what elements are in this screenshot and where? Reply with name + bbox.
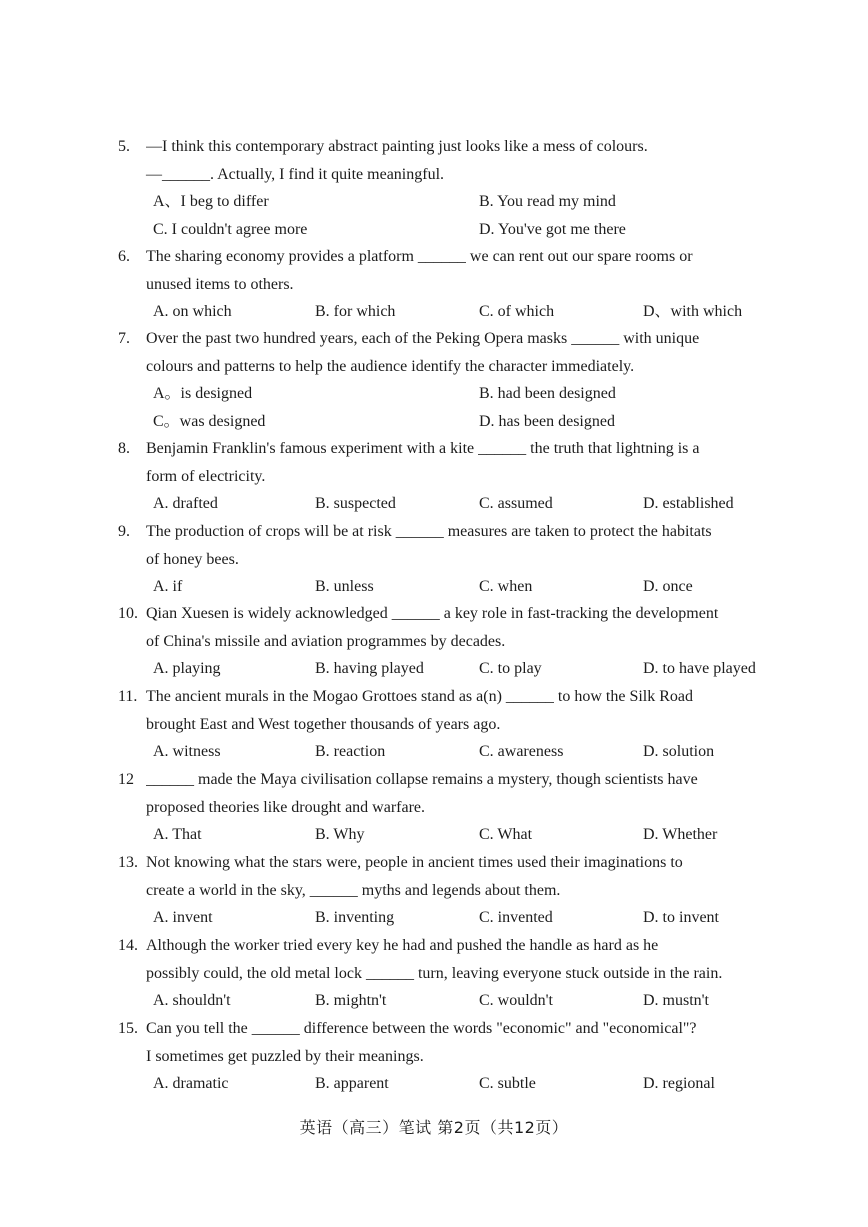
options-row	[118, 738, 798, 766]
question-text: Not knowing what the stars were, people in ancient times used their imaginations to	[146, 854, 683, 871]
answer-option: B. mightn't	[315, 992, 387, 1010]
question-stem	[118, 243, 798, 271]
options-row	[118, 987, 798, 1015]
answer-option: D. mustn't	[643, 992, 709, 1010]
question-text: unused items to others.	[146, 275, 294, 293]
question-number: 15.	[118, 1020, 138, 1037]
question-text: possibly could, the old metal lock ______ turn, leaving everyone stuck outside in the rain.	[146, 964, 723, 982]
question-number: 12	[118, 771, 134, 788]
question-stem	[118, 1015, 798, 1043]
options-row	[118, 380, 798, 408]
options-row	[118, 490, 798, 518]
options-row	[118, 1070, 798, 1098]
answer-option: A. witness	[153, 743, 221, 761]
answer-option: C. I couldn't agree more	[153, 220, 308, 238]
question-number: 5.	[118, 138, 130, 155]
answer-option: A、I beg to differ	[153, 193, 269, 211]
question-number: 8.	[118, 440, 130, 457]
question-text: ______ made the Maya civilisation collapse remains a mystery, though scientists have	[146, 771, 698, 788]
question-stem-continued	[118, 353, 798, 381]
answer-option: B. reaction	[315, 743, 386, 761]
answer-option: C. assumed	[479, 495, 553, 513]
question-15	[118, 1015, 798, 1098]
question-stem	[118, 932, 798, 960]
answer-option: C. subtle	[479, 1075, 536, 1093]
answer-option: C. awareness	[479, 743, 564, 761]
answer-option: C. of which	[479, 303, 555, 321]
question-stem-continued	[118, 161, 798, 189]
question-text: proposed theories like drought and warfare.	[146, 798, 426, 816]
answer-option: A. invent	[153, 909, 213, 927]
answer-option: C. What	[479, 826, 533, 844]
answer-option: D. to have played	[643, 660, 756, 678]
answer-option: A. drafted	[153, 495, 218, 513]
question-text: brought East and West together thousands of years ago.	[146, 715, 501, 733]
options-row	[118, 188, 798, 216]
question-stem-continued	[118, 711, 798, 739]
question-stem-continued	[118, 628, 798, 656]
question-stem-continued	[118, 463, 798, 491]
answer-option: D. to invent	[643, 909, 719, 927]
question-text: Over the past two hundred years, each of the Peking Opera masks ______ with unique	[146, 330, 700, 347]
answer-option: B. Why	[315, 826, 365, 844]
answer-option: D. has been designed	[479, 412, 615, 430]
question-text: Can you tell the ______ difference between the words "economic" and "economical"?	[146, 1020, 697, 1037]
answer-option: D. You've got me there	[479, 220, 626, 238]
options-row	[118, 821, 798, 849]
answer-option: C. wouldn't	[479, 992, 553, 1010]
answer-option: A. on which	[153, 303, 232, 321]
options-row	[118, 216, 798, 244]
question-stem	[118, 849, 798, 877]
question-number: 11.	[118, 688, 138, 705]
question-text: Benjamin Franklin's famous experiment with a kite ______ the truth that lightning is a	[146, 440, 700, 457]
question-stem	[118, 766, 798, 794]
options-row	[118, 904, 798, 932]
question-text: create a world in the sky, ______ myths and legends about them.	[146, 881, 561, 899]
question-stem	[118, 325, 798, 353]
options-row	[118, 573, 798, 601]
question-text: of China's missile and aviation programmes by decades.	[146, 632, 506, 650]
options-row	[118, 408, 798, 436]
answer-option: B. suspected	[315, 495, 396, 513]
question-text: The production of crops will be at risk ______ measures are taken to protect the habitats	[146, 523, 712, 540]
answer-option: C。was designed	[153, 412, 266, 430]
answer-option: C. when	[479, 578, 533, 596]
question-stem-continued	[118, 546, 798, 574]
answer-option: D. solution	[643, 743, 715, 761]
answer-option: B. for which	[315, 303, 396, 321]
question-stem	[118, 600, 798, 628]
question-text: colours and patterns to help the audience identify the character immediately.	[146, 357, 635, 375]
answer-option: B. had been designed	[479, 385, 616, 403]
answer-option: D. regional	[643, 1075, 715, 1093]
answer-option: B. inventing	[315, 909, 395, 927]
answer-option: A. That	[153, 826, 202, 844]
question-8	[118, 435, 798, 518]
question-stem-continued	[118, 1043, 798, 1071]
question-text: Although the worker tried every key he had and pushed the handle as hard as he	[146, 937, 659, 954]
question-text: —______. Actually, I find it quite meaningful.	[146, 165, 445, 183]
question-stem	[118, 683, 798, 711]
question-stem-continued	[118, 960, 798, 988]
question-number: 14.	[118, 937, 138, 954]
answer-option: B. unless	[315, 578, 374, 596]
answer-option: C. to play	[479, 660, 542, 678]
options-row	[118, 298, 798, 326]
answer-option: B. You read my mind	[479, 193, 616, 211]
question-text: The ancient murals in the Mogao Grottoes stand as a(n) ______ to how the Silk Road	[146, 688, 694, 705]
question-text: of honey bees.	[146, 550, 239, 568]
question-number: 9.	[118, 523, 130, 540]
question-stem	[118, 133, 798, 161]
answer-option: B. apparent	[315, 1075, 389, 1093]
answer-option: A. dramatic	[153, 1075, 229, 1093]
question-stem-continued	[118, 877, 798, 905]
question-5	[118, 133, 798, 243]
question-text: The sharing economy provides a platform ______ we can rent out our spare rooms or	[146, 248, 693, 265]
question-text: I sometimes get puzzled by their meanings.	[146, 1047, 424, 1065]
question-stem	[118, 435, 798, 463]
answer-option: D、with which	[643, 303, 743, 321]
question-number: 10.	[118, 605, 138, 622]
question-11	[118, 683, 798, 766]
question-12	[118, 766, 798, 849]
question-stem-continued	[118, 794, 798, 822]
answer-option: D. once	[643, 578, 693, 596]
answer-option: B. having played	[315, 660, 424, 678]
answer-option: A. playing	[153, 660, 221, 678]
answer-option: C. invented	[479, 909, 553, 927]
question-number: 13.	[118, 854, 138, 871]
question-number: 7.	[118, 330, 130, 347]
question-stem-continued	[118, 271, 798, 299]
question-6	[118, 243, 798, 326]
question-text: form of electricity.	[146, 467, 266, 485]
question-10	[118, 600, 798, 683]
answer-option: A. shouldn't	[153, 992, 231, 1010]
question-number: 6.	[118, 248, 130, 265]
question-13	[118, 849, 798, 932]
page-footer: 英语（高三）笔试 第2页（共12页）	[299, 1118, 569, 1137]
question-14	[118, 932, 798, 1015]
answer-option: D. Whether	[643, 826, 718, 844]
question-9	[118, 518, 798, 601]
question-stem	[118, 518, 798, 546]
question-7	[118, 325, 798, 435]
answer-option: D. established	[643, 495, 734, 513]
options-row	[118, 655, 798, 683]
question-text: Qian Xuesen is widely acknowledged ______ a key role in fast-tracking the development	[146, 605, 719, 622]
answer-option: A. if	[153, 578, 183, 596]
question-text: —I think this contemporary abstract painting just looks like a mess of colours.	[146, 138, 648, 155]
answer-option: A。is designed	[153, 385, 253, 403]
